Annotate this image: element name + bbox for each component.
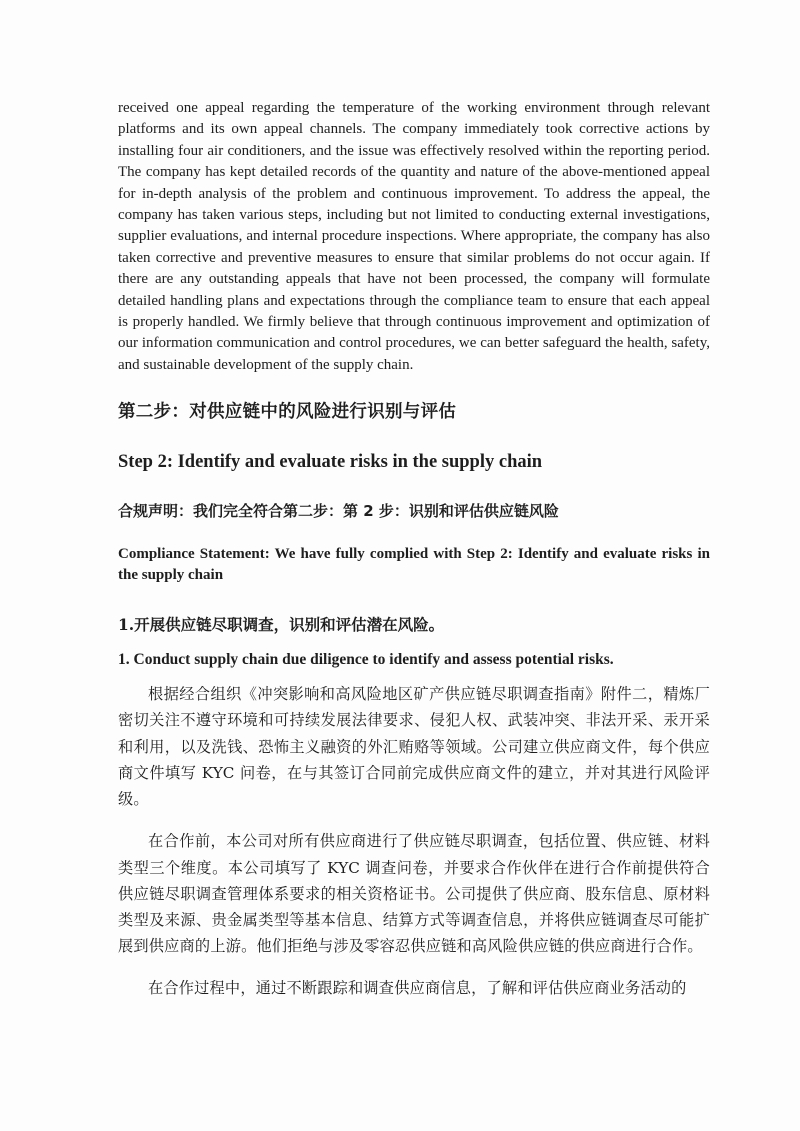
paragraph-chinese: 在合作过程中，通过不断跟踪和调查供应商信息，了解和评估供应商业务活动的 [148,979,687,998]
page-content [118,98,710,1002]
intro-paragraph: received one appeal regarding the temperature of the working environment through relevant platforms and its own appeal channels. The company immediately took corrective actions by installing four air conditioners, and the issue was effectively resolved within the reporting period. The company has kept detailed records of the quantity and nature of the above-mentioned appeal for in-depth analysis of the problem and continuous improvement. To address the appeal, the company has taken various steps, including but not limited to conducting external investigations, supplier evaluations, and internal procedure inspections. Where appropriate, the company has also taken corrective and preventive measures to ensure that similar problems do not occur again. If there are any outstanding appeals that have not been processed, the company will formulate detailed handling plans and expectations through the compliance team to ensure that each appeal is properly handled. We firmly believe that through continuous improvement and optimization of our information communication and control procedures, we can better safeguard the health, safety, and sustainable development of the supply chain. [118,100,710,373]
step-heading-english: Step 2: Identify and evaluate risks in the supply chain [118,452,543,473]
paragraph-chinese: 在合作前，本公司对所有供应商进行了供应链尽职调查，包括位置、供应链、材料类型三个维度。本公司填写了 KYC 调查问卷，并要求合作伙伴在进行合作前提供符合供应链尽职调查管理体系要求的相关资格证书。公司提供了供应商、股东信息、原材料类型及来源、贵金属类型等基本信息、结算方式等调查信息，并将供应链调查尽可能扩展到供应商的上游。他们拒绝与涉及零容忍供应链和高风险供应链的供应商进行合作。 [118,832,710,956]
step-heading-chinese: 第二步：对供应链中的风险进行识别与评估 [118,402,457,423]
paragraph-chinese: 根据经合组织《冲突影响和高风险地区矿产供应链尽职调查指南》附件二，精炼厂密切关注不遵守环境和可持续发展法律要求、侵犯人权、武装冲突、非法开采、汞开采和利用，以及洗钱、恐怖主义融资的外汇贿赂等领域。公司建立供应商文件，每个供应商文件填写 KYC 问卷，在与其签订合同前完成供应商文件的建立，并对其进行风险评级。 [118,685,710,809]
item-heading-english: 1. Conduct supply chain due diligence to identify and assess potential risks. [118,651,614,669]
compliance-statement-english: Compliance Statement: We have fully complied with Step 2: Identify and evaluate risks in the supply chain [118,546,710,584]
compliance-statement-chinese: 合规声明：我们完全符合第二步：第 2 步：识别和评估供应链风险 [118,502,559,521]
item-heading-chinese: 1.开展供应链尽职调查，识别和评估潜在风险。 [118,615,445,635]
